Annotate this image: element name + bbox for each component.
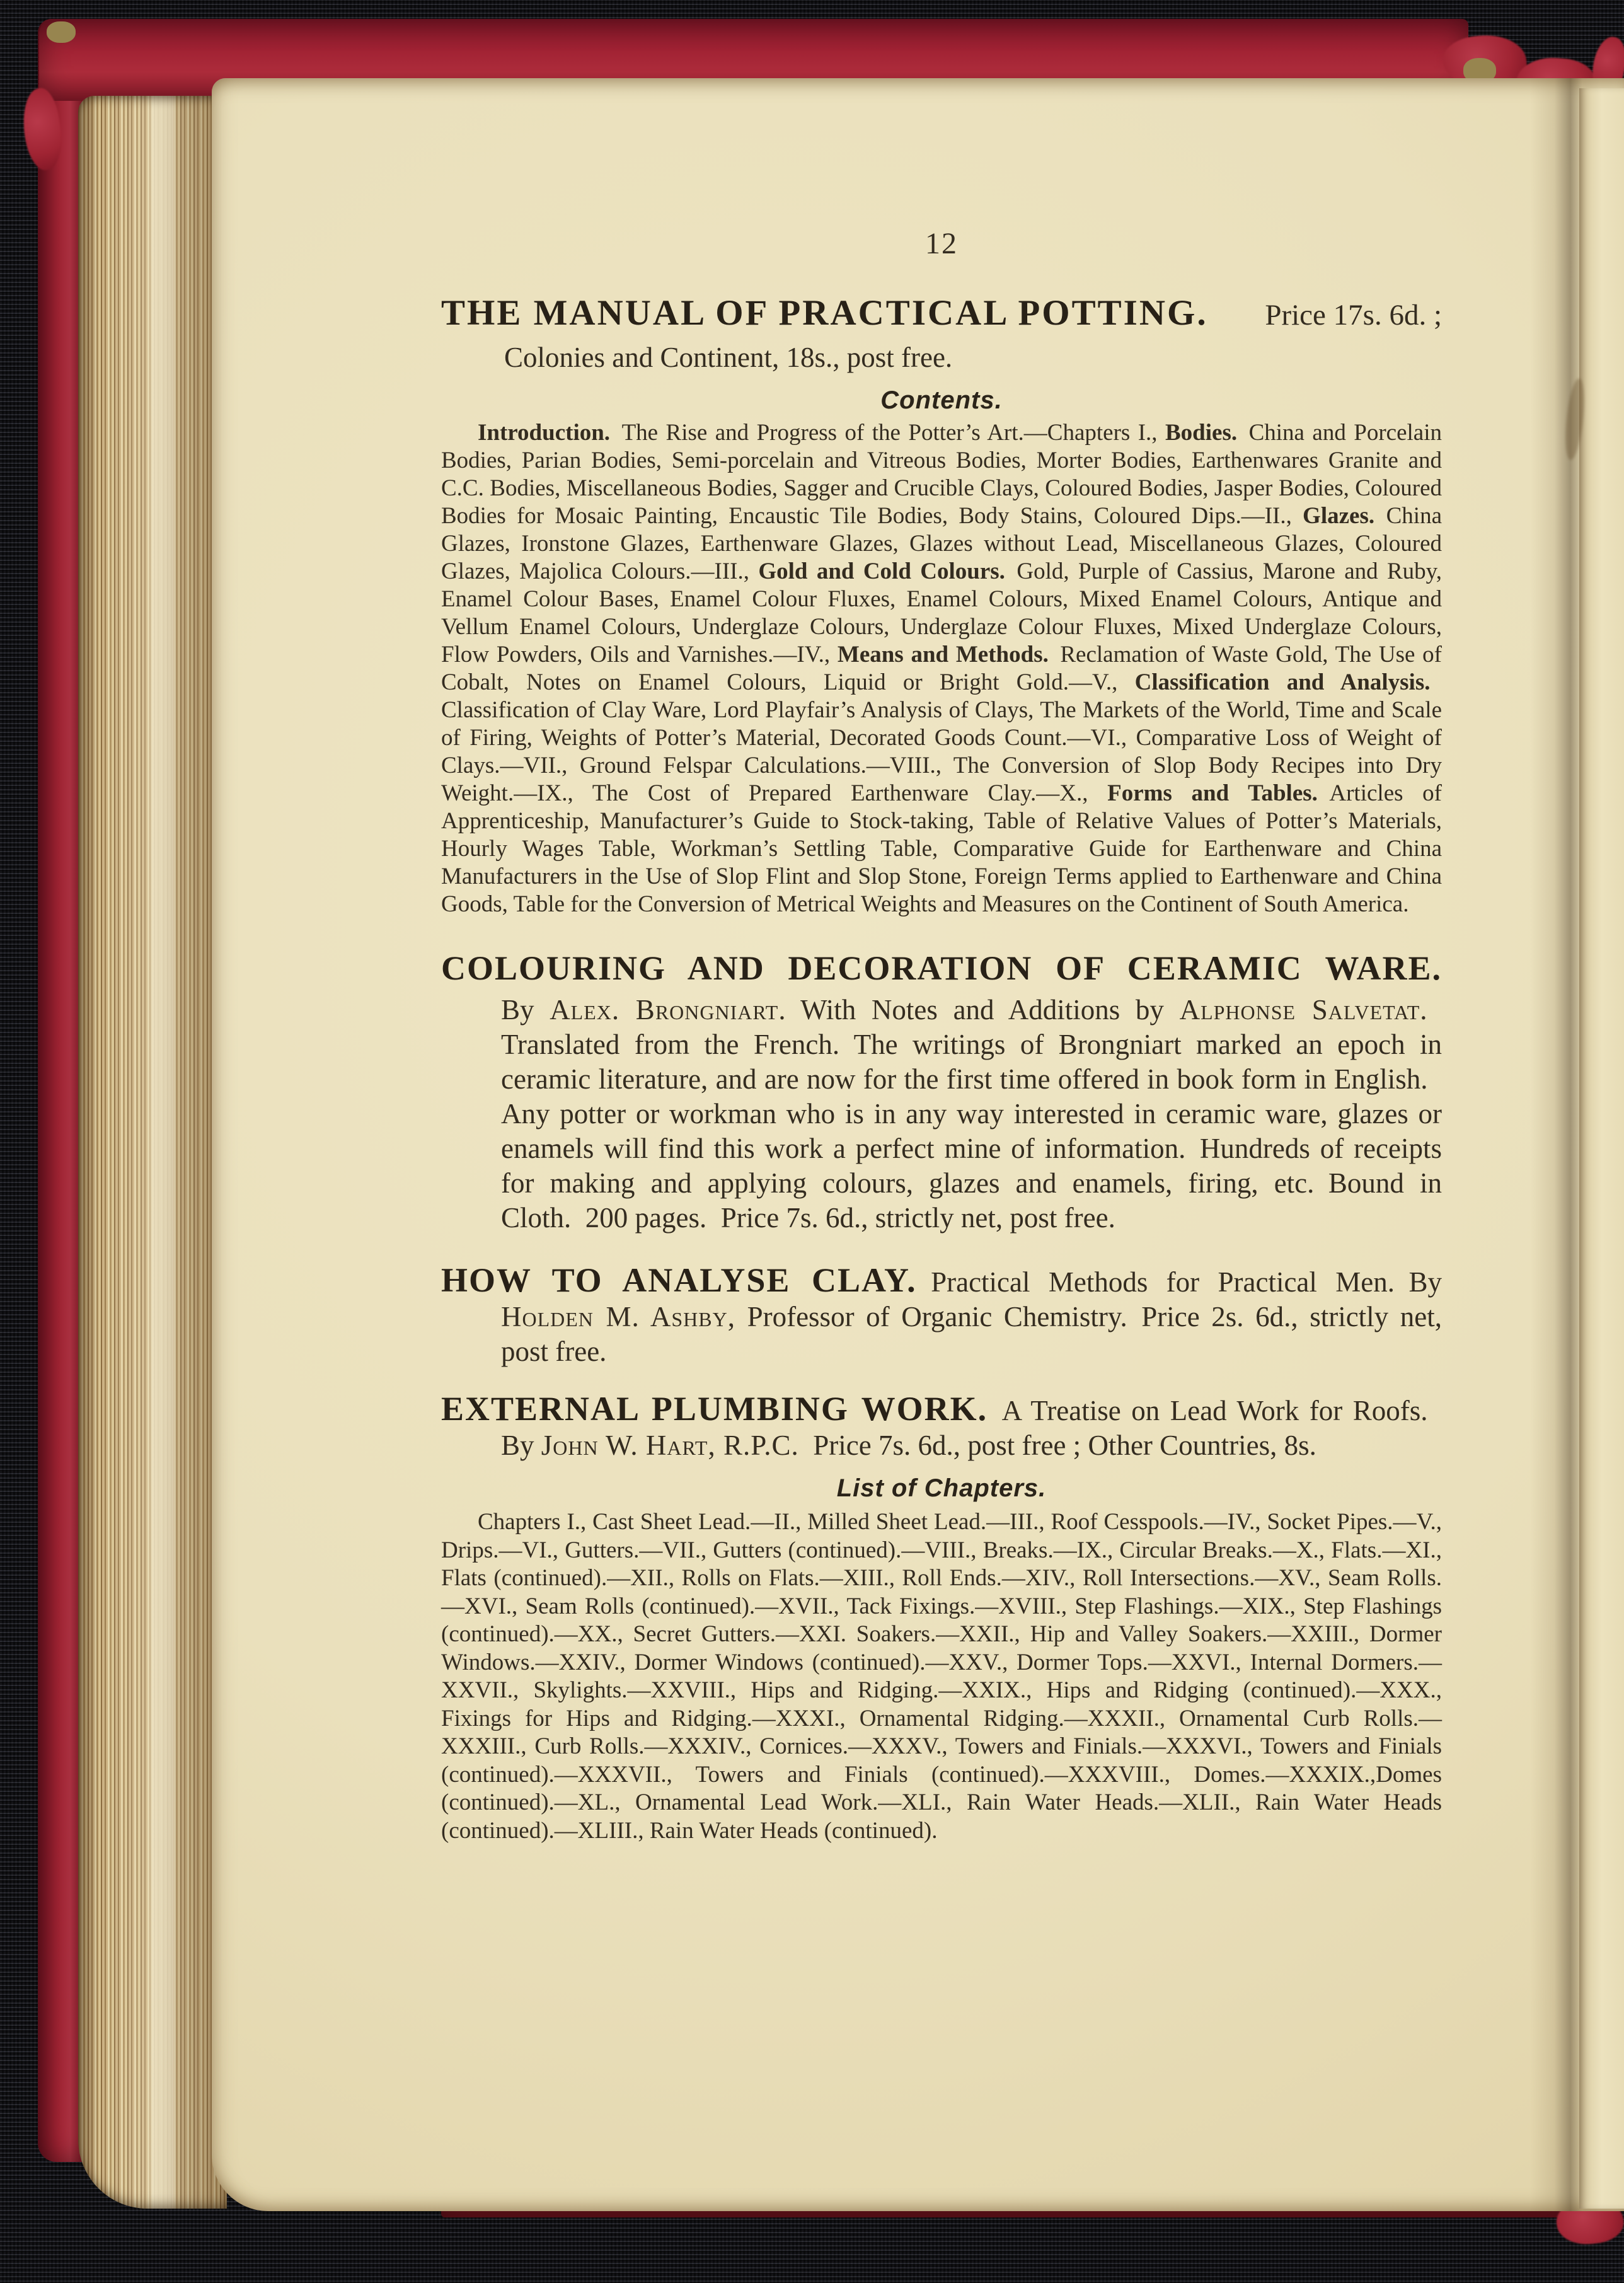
book-3-title: HOW TO ANALYSE CLAY.	[441, 1261, 917, 1299]
book-1-title: THE MANUAL OF PRACTICAL POTTING.	[441, 293, 1208, 333]
cover-board-corner	[47, 21, 76, 43]
book-1-section	[441, 294, 1442, 918]
red-cover-left-edge	[38, 19, 84, 2162]
page-edge-stack	[78, 96, 227, 2209]
book-2-title: COLOURING AND DECORATION OF CERAMIC WARE.	[441, 949, 1442, 987]
book-3-paragraph	[441, 1263, 1442, 1369]
contents-heading: Contents.	[880, 386, 1003, 414]
book-1-title-line	[441, 294, 1442, 335]
chapters-paragraph: Chapters I., Cast Sheet Lead.—II., Milled Sheet Lead.—III., Roof Cesspools.—IV., Socket Pipes.—V., Drips.—VI., Gutters.—VII., Gutters (continued).—VIII., Breaks.—IX., Circular Breaks.—X., Flats.—XI., Flats (continued).—XII., Rolls on Flats.—XIII., Roll Ends.—XIV., Roll Intersections.—XV., Seam Rolls.—XVI., Seam Rolls (continued).—XVII., Tack Fixings.—XVIII., Step Flashings.—XIX., Step Flashings (continued).—XX., Secret Gutters.—XXI. Soakers.—XXII., Hip and Valley Soakers.—XXIII., Dormer Windows.—XXIV., Dormer Windows (continued).—XXV., Dormer Tops.—XXVI., Internal Dormers.—XXVII., Skylights.—XXVIII., Hips and Ridging.—XXIX., Hips and Ridging (continued).—XXX., Fixings for Hips and Ridging.—XXXI., Ornamental Ridging.—XXXII., Ornamental Curb Rolls.—XXXIII., Curb Rolls.—XXXIV., Cornices.—XXXV., Towers and Finials.—XXXVI., Towers and Finials (continued).—XXXVII., Towers and Finials (continued).—XXXVIII., Domes.—XXXIX.,Domes (continued).—XL., Ornamental Lead Work.—XLI., Rain Water Heads.—XLII., Rain Water Heads (continued).—XLIII., Rain Water Heads (continued).	[441, 1509, 1442, 1844]
book-2-paragraph: By Alex. Brongniart. With Notes and Additions by Alphonse Salvetat. Translated from the French. The writings of Brongniart marked an epoch in ceramic literature, and are now for the first time offered in book form in English. Any potter or workman who is in any way interested in ceramic ware, glazes or enamels will find this work a perfect mine of information. Hundreds of receipts for making and applying colours, glazes and enamels, firing, etc. Bound in Cloth. 200 pages. Price 7s. 6d., strictly net, post free.	[501, 994, 1443, 1234]
book-4-title: EXTERNAL PLUMBING WORK.	[441, 1390, 988, 1428]
contents-paragraph: Introduction. The Rise and Progress of the Potter’s Art.—Chapters I., Bodies. China and Porcelain Bodies, Parian Bodies, Semi-porcelain and Vitreous Bodies, Morter Bodies, Earthenwares Granite and C.C. Bodies, Miscellaneous Bodies, Sagger and Crucible Clays, Coloured Bodies, Jasper Bodies, Coloured Bodies for Mosaic Painting, Encaustic Tile Bodies, Body Stains, Coloured Dips.—II., Glazes. China Glazes, Ironstone Glazes, Earthenware Glazes, Glazes without Lead, Miscellaneous Glazes, Coloured Glazes, Majolica Colours.—III., Gold and Cold Colours. Gold, Purple of Cassius, Marone and Ruby, Enamel Colour Bases, Enamel Colour Fluxes, Enamel Colours, Mixed Enamel Colours, Antique and Vellum Enamel Colours, Underglaze Colours, Underglaze Colour Fluxes, Mixed Underglaze Colours, Flow Powders, Oils and Varnishes.—IV., Means and Methods. Reclamation of Waste Gold, The Use of Cobalt, Notes on Enamel Colours, Liquid or Bright Gold.—V., Classification and Analysis. Classification of Clay Ware, Lord Playfair’s Analysis of Clays, The Markets of the World, Time and Scale of Firing, Weights of Potter’s Material, Decorated Goods Count.—VI., Comparative Loss of Weight of Clays.—VII., Ground Felspar Calculations.—VIII., The Conversion of Slop Body Recipes into Dry Weight.—IX., The Cost of Prepared Earthenware Clay.—X., Forms and Tables. Articles of Apprenticeship, Manufacturer’s Guide to Stock-taking, Table of Relative Values of Potter’s Materials, Hourly Wages Table, Workman’s Settling Table, Comparative Guide for Earthenware and China Manufacturers in the Use of Slop Flint and Slop Stone, Foreign Terms applied to Earthenware and China Goods, Table for the Conversion of Metrical Weights and Measures on the Continent of South America.	[441, 420, 1443, 917]
adjacent-page-sliver	[1579, 88, 1624, 2209]
book-4-paragraph	[441, 1392, 1442, 1463]
book-4-section	[441, 1392, 1442, 1845]
printed-page-content	[441, 228, 1442, 1845]
chapters-heading: List of Chapters.	[836, 1474, 1047, 1502]
book-1-price: Price 17s. 6d. ;	[1265, 299, 1442, 332]
book-3-section	[441, 1263, 1442, 1369]
book-4-body: A Treatise on Lead Work for Roofs. By John W. Hart, R.P.C. Price 7s. 6d., post free ; Other Countries, 8s.	[501, 1395, 1442, 1461]
book-2-section	[441, 949, 1442, 1235]
page-number: 12	[925, 227, 958, 260]
book-3-body: Practical Methods for Practical Men. By Holden M. Ashby, Professor of Organic Chemistry. Price 2s. 6d., strictly net, post free.	[501, 1266, 1442, 1367]
book-1-subtitle: Colonies and Continent, 18s., post free.	[504, 342, 953, 373]
